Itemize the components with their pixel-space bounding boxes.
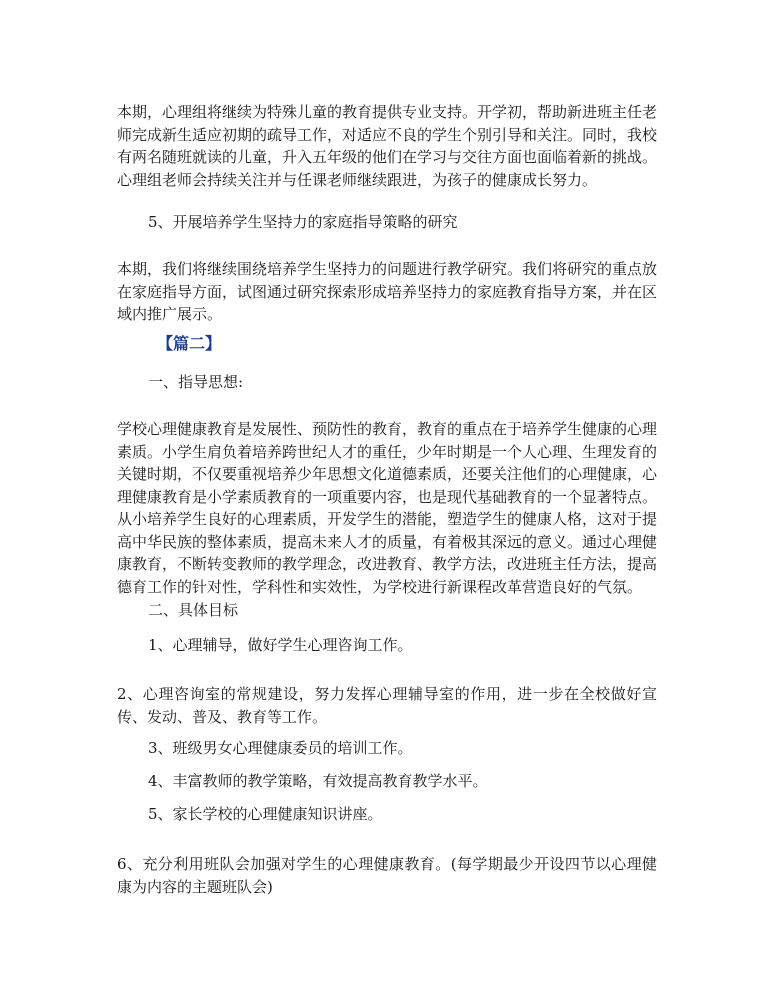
guide-title: 一、指导思想: — [148, 373, 244, 391]
item5-title: 5、开展培养学生坚持力的家庭指导策略的研究 — [148, 213, 458, 231]
section-heading: 【篇二】 — [157, 334, 222, 353]
goal-item-6: 6、充分利用班队会加强对学生的心理健康教育。(每学期最少开设四节以心理健康为内容的主题班队会) — [117, 855, 657, 896]
paragraph-persistence-research: 本期，我们将继续围绕培养学生坚持力的问题进行教学研究。我们将研究的重点放在家庭指导方面，试图通过研究探索形成培养坚持力的家庭教育指导方案，并在区域内推广展示。 — [117, 260, 658, 323]
paragraph-guiding-thought: 学校心理健康教育是发展性、预防性的教育，教育的重点在于培养学生健康的心理素质。小学生肩负着培养跨世纪人才的重任，少年时期是一个人心理、生理发育的关键时期，不仅要重视培养少年思想文化道德素质，还要关注他们的心理健康，心理健康教育是小学素质教育的一项重要内容，也是现代基础教育的一个显著特点。从小培养学生良好的心理素质，开发学生的潜能，塑造学生的健康人格，这对于提高中华民族的整体素质，提高未来人才的质量，有着极其深远的意义。通过心理健康教育，不断转变教师的教学理念，改进教育、教学方法，改进班主任方法，提高德育工作的针对性，学科性和实效性，为学校进行新课程改革营造良好的气氛。 — [117, 420, 658, 596]
goal-item-5: 5、家长学校的心理健康知识讲座。 — [148, 805, 383, 823]
goal-item-2: 2、心理咨询室的常规建设，努力发挥心理辅导室的作用，进一步在全校做好宣传、发动、普及、教育等工作。 — [117, 685, 657, 726]
goals-title: 二、具体目标 — [148, 601, 239, 619]
paragraph-special-education: 本期，心理组将继续为特殊儿童的教育提供专业支持。开学初，帮助新进班主任老师完成新生适应初期的疏导工作，对适应不良的学生个别引导和关注。同时，我校有两名随班就读的儿童，升入五年级的他们在学习与交往方面也面临着新的挑战。心理组老师会持续关注并与任课老师继续跟进，为孩子的健康成长努力。 — [117, 103, 658, 189]
goal-item-4: 4、丰富教师的教学策略，有效提高教育教学水平。 — [148, 772, 488, 790]
goal-item-1: 1、心理辅导，做好学生心理咨询工作。 — [148, 636, 413, 654]
goal-item-3: 3、班级男女心理健康委员的培训工作。 — [148, 739, 413, 757]
